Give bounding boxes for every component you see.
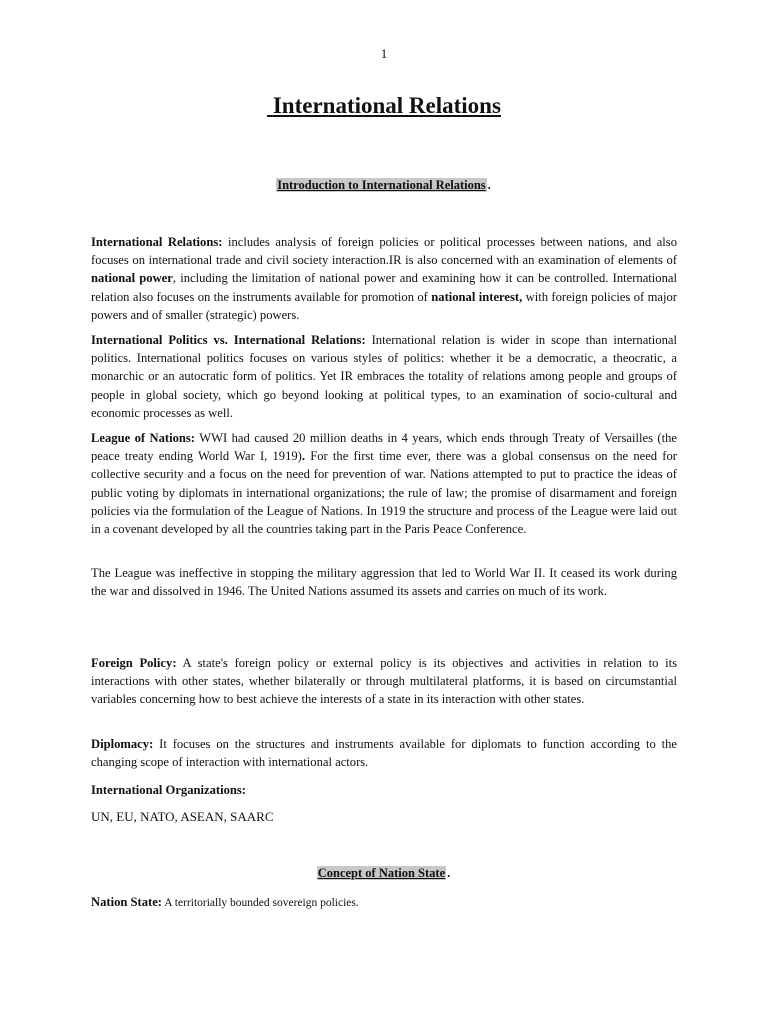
organizations-list: UN, EU, NATO, ASEAN, SAARC [91,809,274,824]
ip-text-1: International relation is wider in scope than international politics. International politics focuses on various styles of politics: whether it be a democratic, a theocratic, a monarchic or an autocratic form of politics. Yet IR embraces the totality of relations among people and groups of people in global society, which go beyond looking at political types, to an examination of socio-cultural and economic processes as well. [91,333,677,420]
league-bold-dot: . [301,449,306,464]
document-title [0,93,768,119]
paragraph-nation-state [91,893,677,912]
term-international-relations: International Relations: [91,235,223,249]
term-league-of-nations: League of Nations: [91,431,195,445]
term-foreign-policy: Foreign Policy: [91,656,177,670]
heading-international-organizations [91,781,677,799]
nation-heading-text: Concept of Nation State [317,866,446,880]
term-nation-state: Nation State: [91,895,163,909]
term-national-interest: national interest, [431,289,523,304]
nation-section-heading [0,866,768,881]
league2-text: The League was ineffective in stopping the military aggression that led to World War II. It ceased its work during the war and dissolved in 1946. The United Nations assumed its assets and carries on much of its work. [91,566,677,599]
term-international-organizations: International Organizations: [91,783,246,797]
paragraph-international-relations [91,233,677,324]
intro-heading-suffix: . [487,178,491,192]
league-text-2: For the first time ever, there was a global consensus on the need for collective security and a focus on the need for prevention of war. Nations attempted to put to practice the ideas of public voting by diplomats in international organizations; the rule of law; the promise of disarmament and foreign policies via the formulation of the League of Nations. In 1919 the structure and process of the League were laid out in a covenant developed by all the countries taking part in the Paris Peace Conference. [91,449,677,537]
paragraph-league-of-nations [91,429,677,538]
term-national-power: national power [91,271,173,286]
paragraph-diplomacy [91,735,677,771]
intro-heading-text: Introduction to International Relations [277,178,486,192]
document-title-text: International Relations [272,93,501,118]
paragraph-politics-vs-relations [91,331,677,422]
ir-text-3: with foreign policies of major powers and of smaller (strategic) powers. [91,289,677,322]
term-politics-vs-relations: International Politics vs. International Relations: [91,333,366,347]
term-diplomacy: Diplomacy: [91,737,154,751]
nation-heading-suffix: . [447,866,451,880]
page-number: 1 [380,46,388,61]
diplomacy-text: It focuses on the structures and instruments available for diplomats to function according to the changing scope of interaction with international actors. [91,737,677,770]
ir-text-2: , including the limitation of national power and examining how it can be controlled. International relation also focuses on the instruments available for promotion of [91,271,677,304]
ir-text-1: includes analysis of foreign policies or political processes between nations, and also focuses on international trade and civil society interaction.IR is also concerned with an examination of elements of [91,235,678,268]
paragraph-league-ineffective [91,564,677,600]
nation-state-text: A territorially bounded sovereign policies. [162,897,359,909]
foreign-text: A state's foreign policy or external policy is its objectives and activities in relation to its interactions with other states, whether bilaterally or through multilateral platforms, it is based on circumstantial variables concerning how to best achieve the interests of a state in its interaction with other states. [91,656,677,707]
intro-section-heading [0,178,768,193]
league-text-1: WWI had caused 20 million deaths in 4 years, which ends through Treaty of Versailles (the peace treaty ending World War I, 1919) [91,431,677,464]
paragraph-foreign-policy [91,654,677,709]
